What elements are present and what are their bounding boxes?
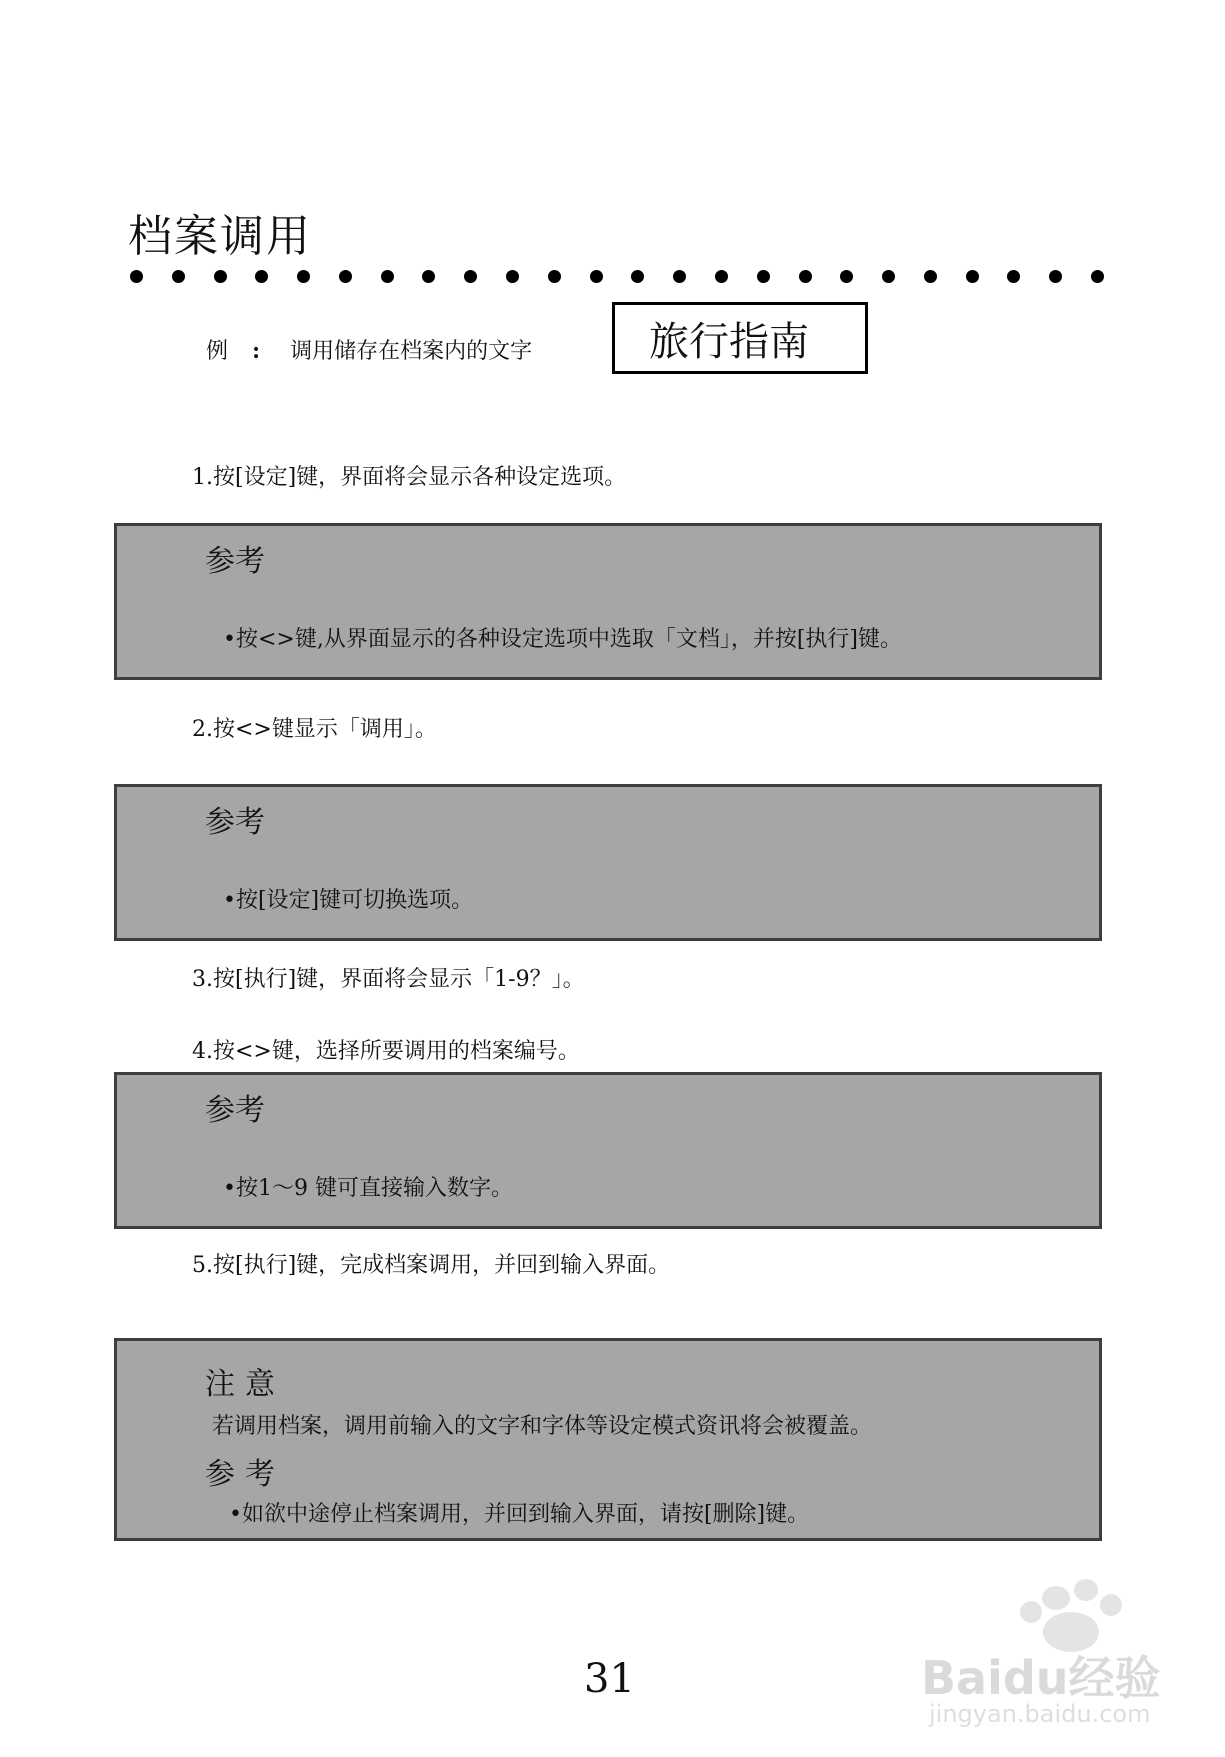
example-colon: : bbox=[252, 338, 261, 364]
divider-dot bbox=[130, 270, 143, 283]
divider-dot bbox=[422, 270, 435, 283]
example-boxed-text: 旅行指南 bbox=[612, 302, 868, 374]
divider-dot bbox=[464, 270, 477, 283]
caution-text: 若调用档案，调用前输入的文字和字体等设定模式资讯将会被覆盖。 bbox=[212, 1414, 873, 1439]
example-text: 调用储存在档案内的文字 bbox=[290, 339, 533, 364]
divider-dot bbox=[590, 270, 603, 283]
divider-dot bbox=[339, 270, 352, 283]
watermark bbox=[911, 1560, 1201, 1740]
divider-dot bbox=[966, 270, 979, 283]
step-4: 4.按<>键，选择所要调用的档案编号。 bbox=[192, 1039, 580, 1064]
caution-reference-item: •如欲中途停止档案调用，并回到输入界面，请按[删除]键。 bbox=[229, 1502, 810, 1527]
divider-dot bbox=[1049, 270, 1062, 283]
divider-dot bbox=[715, 270, 728, 283]
caution-box bbox=[114, 1338, 1102, 1541]
caution-title: 注意 bbox=[205, 1367, 285, 1402]
reference-title: 参考 bbox=[205, 805, 265, 840]
dotted-divider bbox=[130, 264, 1104, 288]
divider-dot bbox=[840, 270, 853, 283]
reference-item: •按[设定]键可切换选项。 bbox=[223, 888, 474, 913]
divider-dot bbox=[631, 270, 644, 283]
step-1: 1.按[设定]键，界面将会显示各种设定选项。 bbox=[192, 465, 627, 490]
divider-dot bbox=[381, 270, 394, 283]
divider-dot bbox=[255, 270, 268, 283]
divider-dot bbox=[214, 270, 227, 283]
divider-dot bbox=[673, 270, 686, 283]
reference-box-3 bbox=[114, 1072, 1102, 1229]
divider-dot bbox=[882, 270, 895, 283]
page-title: 档案调用 bbox=[128, 211, 312, 262]
divider-dot bbox=[548, 270, 561, 283]
example-label: 例 bbox=[206, 339, 229, 364]
reference-item: •按<>键,从界面显示的各种设定选项中选取「文档」，并按[执行]键。 bbox=[223, 627, 903, 652]
page-number: 31 bbox=[584, 1656, 635, 1702]
divider-dot bbox=[297, 270, 310, 283]
divider-dot bbox=[799, 270, 812, 283]
step-2: 2.按<>键显示「调用」。 bbox=[192, 717, 437, 742]
divider-dot bbox=[172, 270, 185, 283]
divider-dot bbox=[506, 270, 519, 283]
reference-box-2 bbox=[114, 784, 1102, 941]
reference-box-1 bbox=[114, 523, 1102, 680]
watermark-url: jingyan.baidu.com bbox=[929, 1700, 1151, 1728]
reference-title: 参考 bbox=[205, 1093, 265, 1128]
divider-dot bbox=[1091, 270, 1104, 283]
reference-item: •按1～9 键可直接输入数字。 bbox=[223, 1176, 513, 1201]
reference-title: 参考 bbox=[205, 544, 265, 579]
divider-dot bbox=[924, 270, 937, 283]
example-line bbox=[206, 334, 532, 365]
step-5: 5.按[执行]键，完成档案调用，并回到输入界面。 bbox=[192, 1253, 671, 1278]
divider-dot bbox=[1007, 270, 1020, 283]
watermark-brand: Baidu经验 bbox=[921, 1651, 1161, 1705]
divider-dot bbox=[757, 270, 770, 283]
step-3: 3.按[执行]键，界面将会显示「1-9？」。 bbox=[192, 967, 585, 992]
caution-reference-title: 参考 bbox=[205, 1457, 285, 1492]
